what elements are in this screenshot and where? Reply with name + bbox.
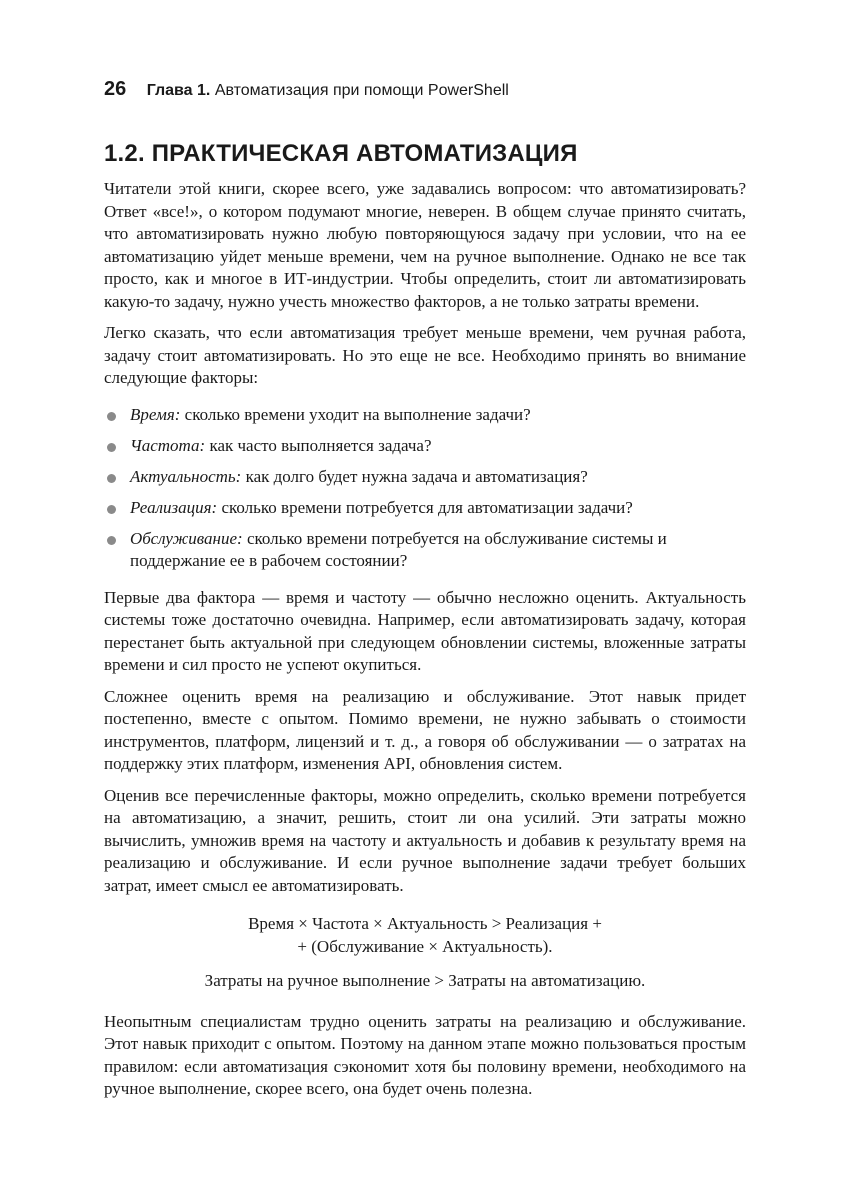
factor-text: сколько времени потребуется для автоматизации задачи?	[221, 497, 633, 517]
factor-term: Обслуживание:	[130, 528, 243, 548]
factor-term: Актуальность:	[130, 466, 242, 486]
factor-term: Реализация:	[130, 497, 218, 517]
bullet-icon	[107, 536, 116, 545]
list-item	[104, 435, 746, 458]
chapter-title: Автоматизация при помощи PowerShell	[214, 82, 509, 99]
bullet-icon	[107, 505, 116, 514]
factor-term: Частота:	[130, 435, 206, 455]
list-item	[104, 528, 746, 573]
paragraph-estimation: Оценив все перечисленные факторы, можно определить, сколько времени потребуется на автоматизацию, а значит, решить, стоит ли она усилий. Эти затраты можно вычислить, умножив время на частоту и актуальность и добавив к результату время на реализацию и обслуживание. И если ручное выполнение задачи требует больших затрат, имеет смысл ее автоматизировать.	[104, 785, 746, 895]
factor-text: сколько времени уходит на выполнение задачи?	[184, 404, 531, 424]
bullet-icon	[107, 443, 116, 452]
paragraph-implementation: Сложнее оценить время на реализацию и обслуживание. Этот навык придет постепенно, вместе с опытом. Помимо времени, не нужно забывать о стоимости инструментов, платформ, лицензий и т. д., а говоря об обслуживании — о затратах на поддержку этих платформ, изменения API, обновления систем.	[104, 686, 746, 773]
paragraph-rule-of-thumb: Неопытным специалистам трудно оценить затраты на реализацию и обслуживание. Этот навык приходит с опытом. Поэтому на данном этапе можно пользоваться простым правилом: если автоматизация сэкономит хотя бы половину времени, необходимого на ручное выполнение, скорее всего, она будет очень полезна.	[104, 1011, 746, 1098]
formula-summary: Затраты на ручное выполнение > Затраты на автоматизацию.	[204, 971, 646, 990]
chapter-label: Глава 1.	[146, 82, 211, 99]
paragraph-factors-lead: Легко сказать, что если автоматизация требует меньше времени, чем ручная работа, задачу стоит автоматизировать. Но это еще не все. Необходимо принять во внимание следующие факторы:	[104, 323, 746, 387]
running-header	[104, 78, 509, 101]
formula-line-1: Время × Частота × Актуальность > Реализация +	[248, 914, 602, 933]
factor-text: как долго будет нужна задача и автоматизация?	[245, 466, 588, 486]
factors-list	[104, 404, 746, 573]
factor-text: как часто выполняется задача?	[209, 435, 432, 455]
section-heading: 1.2. ПРАКТИЧЕСКАЯ АВТОМАТИЗАЦИЯ	[104, 140, 578, 167]
formula-line-2: + (Обслуживание × Актуальность).	[297, 936, 553, 956]
factor-term: Время:	[130, 404, 181, 424]
page-number: 26	[104, 78, 127, 100]
factor-text: сколько времени потребуется на обслуживание системы и поддержание ее в рабочем состоянии?	[130, 528, 667, 570]
list-item	[104, 466, 746, 489]
formula-block	[104, 913, 746, 958]
bullet-icon	[107, 412, 116, 421]
paragraph-first-factors: Первые два фактора — время и частоту — обычно несложно оценить. Актуальность системы тоже достаточно очевидна. Например, если автоматизировать задачу, которая перестанет быть актуальной при следующем обновлении системы, вложенные затраты времени и сил просто не успеют окупиться.	[104, 587, 746, 674]
bullet-icon	[107, 474, 116, 483]
list-item	[104, 497, 746, 520]
paragraph-intro: Читатели этой книги, скорее всего, уже задавались вопросом: что автоматизировать? Ответ «все!», о котором подумают многие, неверен. В общем случае принято считать, что автоматизировать нужно любую повторяющуюся задачу при условии, что на ее автоматизацию уйдет меньше времени, чем на ручное выполнение. Однако не все так просто, как и многое в ИТ-индустрии. Чтобы определить, стоит ли автоматизировать какую-то задачу, нужно учесть множество факторов, а не только затраты времени.	[104, 179, 746, 311]
list-item	[104, 404, 746, 427]
body-text	[104, 178, 746, 1110]
